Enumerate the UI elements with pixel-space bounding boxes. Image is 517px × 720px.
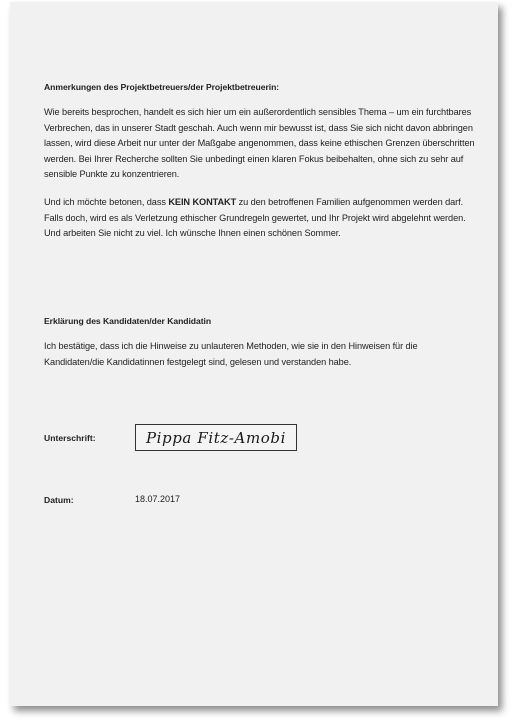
supervisor-notes-heading: Anmerkungen des Projektbetreuers/der Projektbetreuerin: [44,82,280,92]
candidate-declaration-section [44,315,480,370]
date-label: Datum: [44,495,74,505]
candidate-declaration-heading: Erklärung des Kandidaten/der Kandidatin [44,316,212,326]
signature-box [135,424,297,451]
signature-label: Unterschrift: [44,433,96,443]
paragraph-2-text-end: zu den betroffenen Familien aufgenommen werden darf. Falls doch, wird es als Verletzung ethischer Grundregeln gewertet, und Ihr Projekt wird abgelehnt werden. Und arbeiten Sie nicht zu viel. Ich wünsche Ihnen einen schönen Sommer. [44,196,466,239]
document-content [44,81,480,242]
supervisor-notes-paragraph-1: Wie bereits besprochen, handelt es sich hier um ein außerordentlich sensibles Thema – um ein furchtbares Verbrechen, das in unserer Stadt geschah. Auch wenn mir bewusst ist, dass Sie sich nicht davon abbringen lassen, wird diese Arbeit nur unter der Maßgabe angenommen, dass keine ethischen Grenzen überschritten werden. Bei Ihrer Recherche sollten Sie unbedingt einen klaren Fokus beibehalten, ohne sich zu sehr auf sensible Punkte zu konzentrieren. [44,107,475,180]
supervisor-notes-paragraph-2 [44,195,480,242]
signature: Pippa Fitz-Amobi [145,428,287,447]
document-page [10,2,498,706]
date-value: 18.07.2017 [135,494,181,504]
candidate-declaration-text: Ich bestätige, dass ich die Hinweise zu unlauteren Methoden, wie sie in den Hinweisen für die Kandidaten/die Kandidatinnen festgelegt sind, gelesen und verstanden habe. [44,341,418,367]
no-contact-emphasis: KEIN KONTAKT [168,196,237,207]
paragraph-2-text-start: Und ich möchte betonen, dass [44,196,169,207]
